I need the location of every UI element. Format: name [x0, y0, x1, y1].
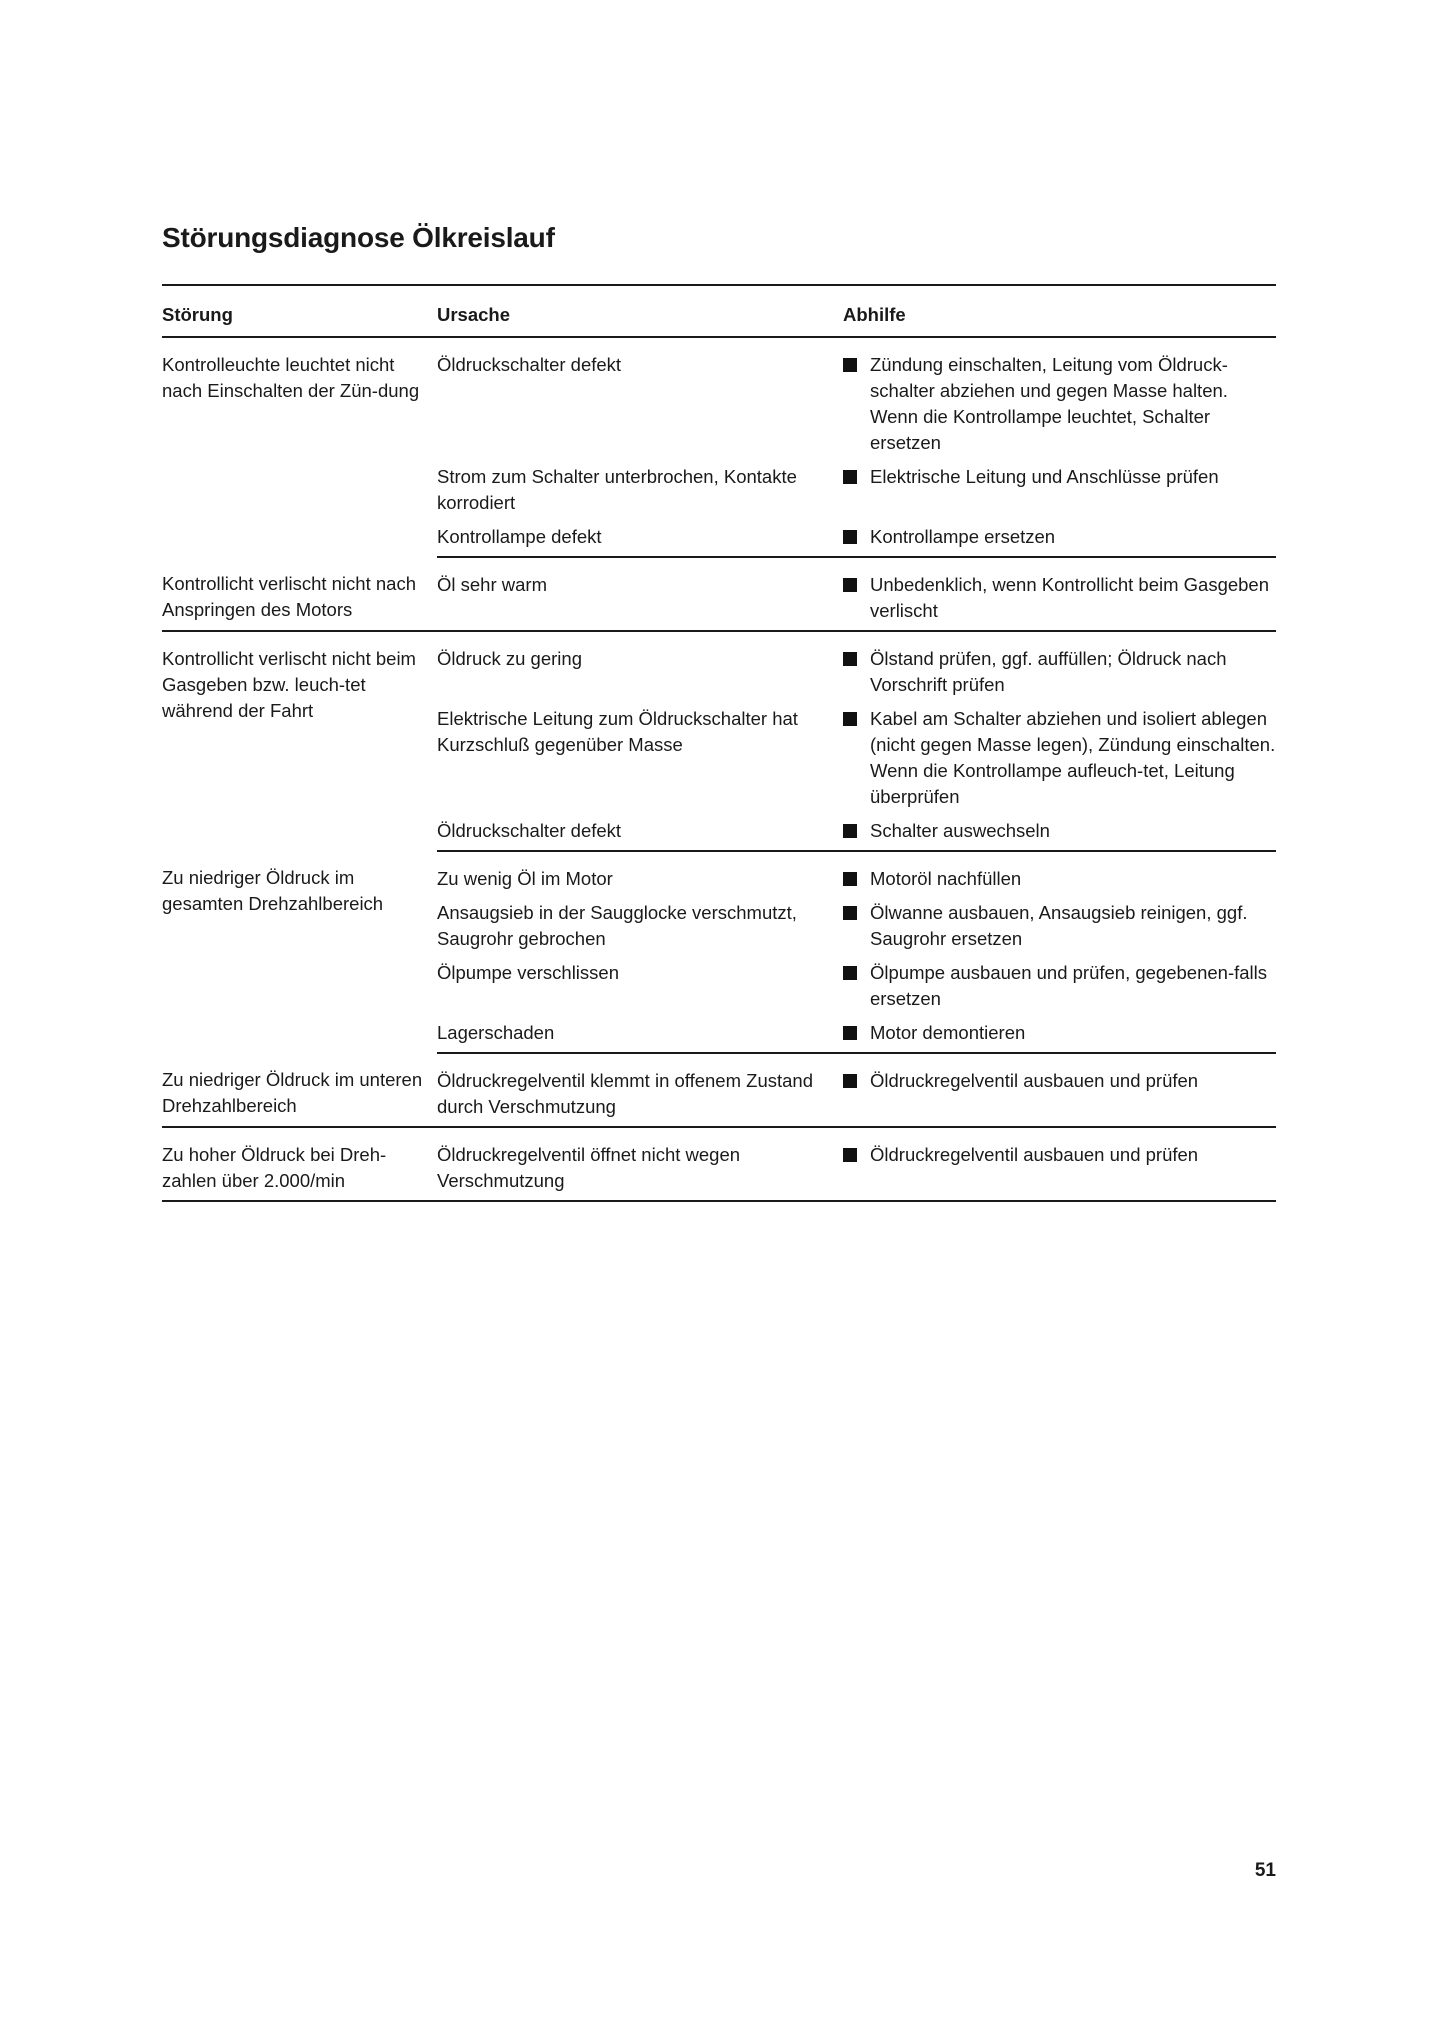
remedy-item [843, 1142, 1276, 1168]
remedy-item [843, 524, 1276, 550]
table-row [162, 851, 1276, 892]
remedy-item [843, 818, 1276, 844]
remedy-text: Ölwanne ausbauen, Ansaugsieb reinigen, ggf. Saugrohr ersetzen [870, 902, 1248, 949]
remedy-item [843, 352, 1276, 456]
square-bullet-icon [843, 712, 857, 726]
cause-cell: Ölpumpe verschlissen [437, 962, 619, 983]
remedy-item [843, 1020, 1276, 1046]
remedy-cell [843, 1053, 1276, 1127]
square-bullet-icon [843, 906, 857, 920]
fault-cell: Zu niedriger Öldruck im gesamten Drehzahlbereich [162, 867, 384, 914]
square-bullet-icon [843, 1148, 857, 1162]
remedy-text: Öldruckregelventil ausbauen und prüfen [870, 1070, 1199, 1091]
remedy-cell [843, 892, 1276, 952]
table-row [162, 631, 1276, 698]
fault-cell: Kontrolleuchte leuchtet nicht nach Einschalten der Zün-dung [162, 354, 420, 401]
remedy-text: Elektrische Leitung und Anschlüsse prüfen [870, 466, 1219, 487]
remedy-item [843, 1068, 1276, 1094]
remedy-cell [843, 1127, 1276, 1201]
cause-cell: Öldruckregelventil klemmt in offenem Zustand durch Verschmutzung [437, 1053, 843, 1127]
page-title: Störungsdiagnose Ölkreislauf [162, 222, 555, 253]
remedy-cell [843, 1012, 1276, 1053]
remedy-item [843, 960, 1276, 1012]
table-row [162, 557, 1276, 631]
cause-cell: Lagerschaden [437, 1012, 843, 1053]
cause-cell: Zu wenig Öl im Motor [437, 868, 613, 889]
square-bullet-icon [843, 358, 857, 372]
remedy-text: Schalter auswechseln [870, 820, 1050, 841]
square-bullet-icon [843, 470, 857, 484]
remedy-text: Kabel am Schalter abziehen und isoliert ablegen (nicht gegen Masse legen), Zündung einschalten. Wenn die Kontrollampe aufleuch-tet, Leitung überprüfen [870, 708, 1276, 807]
square-bullet-icon [843, 872, 857, 886]
cause-cell: Öldruckschalter defekt [437, 810, 843, 851]
square-bullet-icon [843, 530, 857, 544]
table-header [162, 285, 1276, 337]
header-row [162, 285, 1276, 337]
remedy-text: Ölpumpe ausbauen und prüfen, gegebenen-falls ersetzen [870, 962, 1268, 1009]
remedy-cell [843, 698, 1276, 810]
fault-cell: Zu hoher Öldruck bei Dreh-zahlen über 2.000/min [162, 1127, 437, 1201]
table-row [162, 1053, 1276, 1127]
cause-cell: Elektrische Leitung zum Öldruckschalter hat Kurzschluß gegenüber Masse [437, 708, 798, 755]
remedy-cell [843, 631, 1276, 698]
cause-cell: Öl sehr warm [437, 557, 843, 631]
square-bullet-icon [843, 1074, 857, 1088]
cause-cell: Öldruckregelventil öffnet nicht wegen Verschmutzung [437, 1127, 843, 1201]
fault-cell: Kontrollicht verlischt nicht beim Gasgeben bzw. leuch-tet während der Fahrt [162, 648, 416, 721]
remedy-item [843, 706, 1276, 810]
remedy-item [843, 900, 1276, 952]
remedy-cell [843, 851, 1276, 892]
square-bullet-icon [843, 824, 857, 838]
header-cause: Ursache [437, 285, 843, 337]
square-bullet-icon [843, 652, 857, 666]
remedy-item [843, 866, 1276, 892]
remedy-text: Öldruckregelventil ausbauen und prüfen [870, 1144, 1199, 1165]
remedy-cell [843, 337, 1276, 456]
remedy-text: Ölstand prüfen, ggf. auffüllen; Öldruck nach Vorschrift prüfen [870, 648, 1227, 695]
remedy-item [843, 464, 1276, 490]
header-fault: Störung [162, 285, 437, 337]
remedy-text: Zündung einschalten, Leitung vom Öldruck-schalter abziehen und gegen Masse halten. Wenn die Kontrollampe leuchtet, Schalter ersetzen [870, 354, 1228, 453]
table-body [162, 337, 1276, 1201]
cause-cell: Kontrollampe defekt [437, 516, 843, 557]
table-row [162, 337, 1276, 456]
fault-cell: Zu niedriger Öldruck im unteren Drehzahlbereich [162, 1053, 437, 1127]
square-bullet-icon [843, 1026, 857, 1040]
remedy-item [843, 646, 1276, 698]
diagnosis-table [162, 284, 1276, 1202]
remedy-text: Motor demontieren [870, 1022, 1026, 1043]
cause-cell: Öldruck zu gering [437, 648, 582, 669]
remedy-text: Motoröl nachfüllen [870, 868, 1022, 889]
page-number: 51 [1254, 1860, 1276, 1881]
remedy-cell [843, 810, 1276, 851]
remedy-item [843, 572, 1276, 624]
cause-cell: Öldruckschalter defekt [437, 354, 622, 375]
remedy-cell [843, 516, 1276, 557]
cause-cell: Ansaugsieb in der Saugglocke verschmutzt, Saugrohr gebrochen [437, 902, 797, 949]
fault-cell: Kontrollicht verlischt nicht nach Anspringen des Motors [162, 557, 437, 631]
remedy-text: Kontrollampe ersetzen [870, 526, 1056, 547]
table-row [162, 1127, 1276, 1201]
square-bullet-icon [843, 578, 857, 592]
remedy-cell [843, 456, 1276, 516]
remedy-text: Unbedenklich, wenn Kontrollicht beim Gasgeben verlischt [870, 574, 1270, 621]
header-remedy: Abhilfe [843, 285, 1276, 337]
remedy-cell [843, 557, 1276, 631]
remedy-cell [843, 952, 1276, 1012]
square-bullet-icon [843, 966, 857, 980]
cause-cell: Strom zum Schalter unterbrochen, Kontakte korrodiert [437, 466, 797, 513]
